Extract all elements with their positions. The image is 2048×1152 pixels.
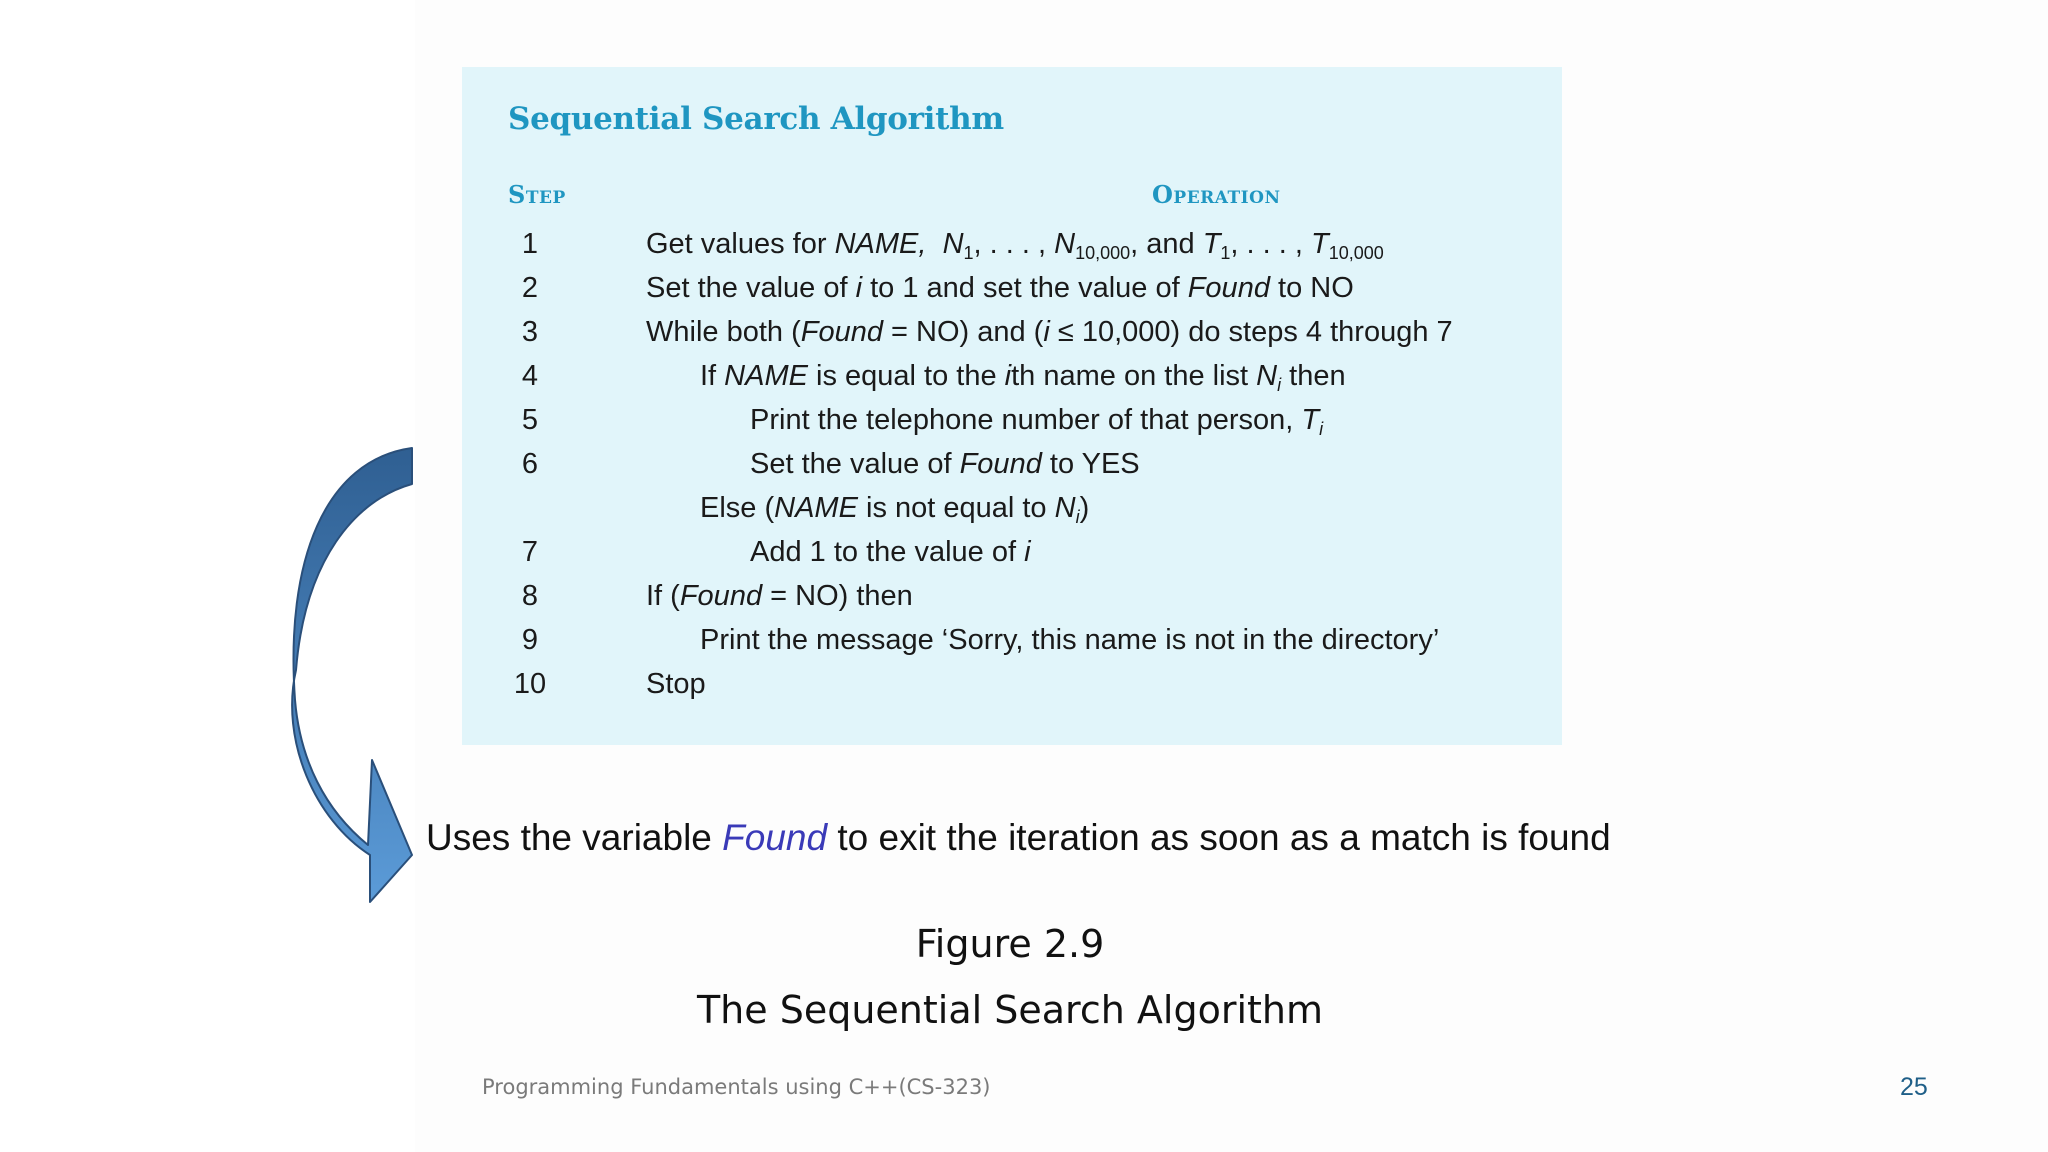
step-number: 8 (521, 580, 539, 612)
page-number: 25 (1900, 1073, 1928, 1101)
step-number: 7 (521, 536, 539, 568)
footer-course-name: Programming Fundamentals using C++(CS-323) (482, 1075, 991, 1099)
step-operation: Stop (646, 668, 706, 700)
step-operation: Set the value of i to 1 and set the value of Found to NO (646, 272, 1354, 304)
step-operation: While both (Found = NO) and (i ≤ 10,000) do steps 4 through 7 (646, 316, 1453, 348)
note-text-before: Uses the variable (426, 817, 723, 858)
step-number: 9 (521, 624, 539, 656)
figure-number: Figure 2.9 (915, 922, 1105, 966)
step-number: 3 (521, 316, 539, 348)
step-operation: Print the message ‘Sorry, this name is not in the directory’ (700, 624, 1440, 656)
step-operation: Add 1 to the value of i (750, 536, 1031, 568)
iteration-note (426, 817, 1611, 859)
operation-column-header: Operation (1152, 180, 1281, 209)
step-number: 1 (521, 228, 539, 260)
step-operation: Get values for NAME, $N_1$, . . . , $N_{10,000}$, and $T_1$, . . . , $T_{10,000}$ (646, 228, 1384, 263)
step-number: 5 (521, 404, 539, 436)
step-operation: Set the value of Found to YES (750, 448, 1140, 480)
step-operation: Print the telephone number of that person, $T_i$ (750, 404, 1324, 439)
step-number: 4 (521, 360, 539, 392)
step-number: 6 (521, 448, 539, 480)
note-text-after: to exit the iteration as soon as a match is found (827, 817, 1611, 858)
algorithm-title: Sequential Search Algorithm (508, 101, 1004, 137)
step-operation: If NAME is equal to the ith name on the list $N_i$ then (700, 360, 1346, 395)
figure-caption: The Sequential Search Algorithm (696, 988, 1324, 1032)
curved-down-right-arrow-icon (285, 440, 425, 905)
step-operation: If (Found = NO) then (646, 580, 913, 612)
step-number: 2 (521, 272, 539, 304)
note-found-variable: Found (722, 817, 828, 858)
step-operation: Else (NAME is not equal to $N_i$) (700, 492, 1090, 527)
step-column-header: Step (508, 180, 566, 209)
step-number: 10 (513, 668, 547, 700)
